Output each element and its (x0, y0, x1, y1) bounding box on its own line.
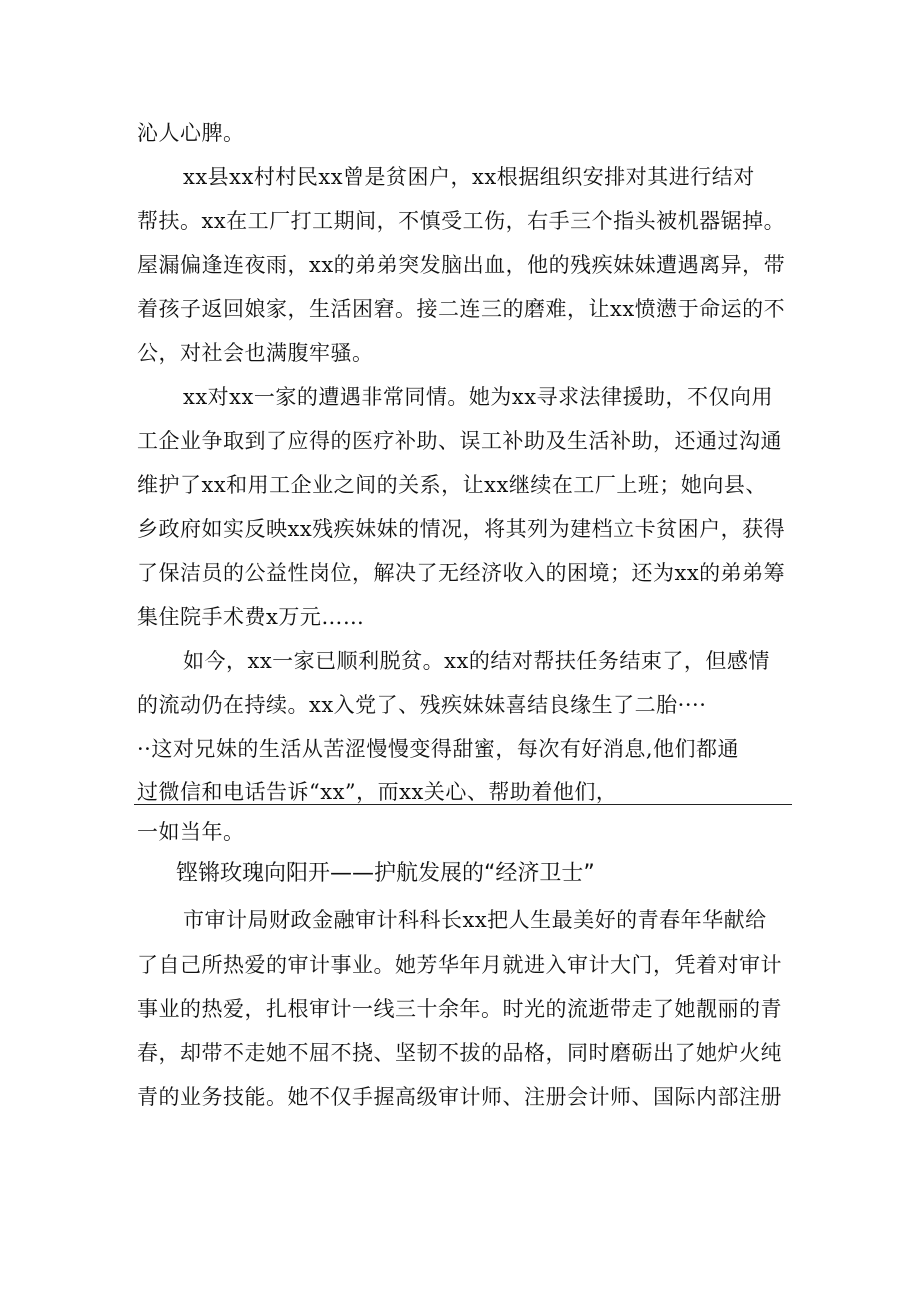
text-line-20: 事业的热爱，扎根审计一线三十余年。时光的流逝带走了她靓丽的青 (137, 997, 782, 1021)
text-line-3: 帮扶。xx在工厂打工期间，不慎受工伤，右手三个指头被机器锯掉。 (137, 209, 786, 233)
text-line-7: xx对xx一家的遭遇非常同情。她为xx寻求法律援助，不仅向用 (183, 385, 774, 409)
text-line-22: 青的业务技能。她不仅手握高级审计师、注册会计师、国际内部注册 (137, 1085, 782, 1109)
text-line-15: ··这对兄妹的生活从苦涩慢慢变得甜蜜，每次有好消息,他们都通 (137, 737, 740, 761)
text-line-19: 了自己所热爱的审计事业。她芳华年月就进入审计大门，凭着对审计 (137, 953, 782, 977)
text-line-11: 了保洁员的公益性岗位，解决了无经济收入的困境；还为xx的弟弟筹 (137, 561, 786, 585)
section-heading: 铿锵玫瑰向阳开——护航发展的“经济卫士” (176, 861, 595, 886)
text-line-8: 工企业争取到了应得的医疗补助、误工补助及生活补助，还通过沟通 (137, 429, 782, 453)
text-line-4: 屋漏偏逢连夜雨，xx的弟弟突发脑出血，他的残疾妹妹遭遇离异，带 (137, 253, 786, 277)
text-line-21: 春，却带不走她不屈不挠、坚韧不拔的品格，同时磨砺出了她炉火纯 (137, 1041, 782, 1065)
text-line-10: 乡政府如实反映xx残疾妹妹的情况，将其列为建档立卡贫困户，获得 (137, 517, 786, 541)
text-line-16: 过微信和电话告诉“xx”，而xx关心、帮助着他们， (137, 780, 618, 804)
text-line-12: 集住院手术费x万元…… (137, 605, 365, 629)
text-line-18: 市审计局财政金融审计科科长xx把人生最美好的青春年华献给 (183, 908, 767, 932)
text-line-2: xx县xx村村民xx曾是贫困户，xx根据组织安排对其进行结对 (183, 165, 755, 189)
text-line-9: 维护了xx和用工企业之间的关系，让xx继续在工厂上班；她向县、 (137, 473, 767, 497)
text-line-5: 着孩子返回娘家，生活困窘。接二连三的磨难，让xx愤懑于命运的不 (137, 297, 786, 321)
text-line-1: 沁人心脾。 (137, 121, 245, 145)
text-line-17: 一如当年。 (137, 820, 245, 844)
footnote-separator (134, 804, 792, 805)
text-line-14: 的流动仍在持续。xx入党了、残疾妹妹喜结良缘生了二胎···· (137, 693, 707, 717)
text-line-13: 如今，xx一家已顺利脱贫。xx的结对帮扶任务结束了，但感情 (183, 649, 770, 673)
text-line-6: 公，对社会也满腹牢骚。 (137, 341, 374, 365)
